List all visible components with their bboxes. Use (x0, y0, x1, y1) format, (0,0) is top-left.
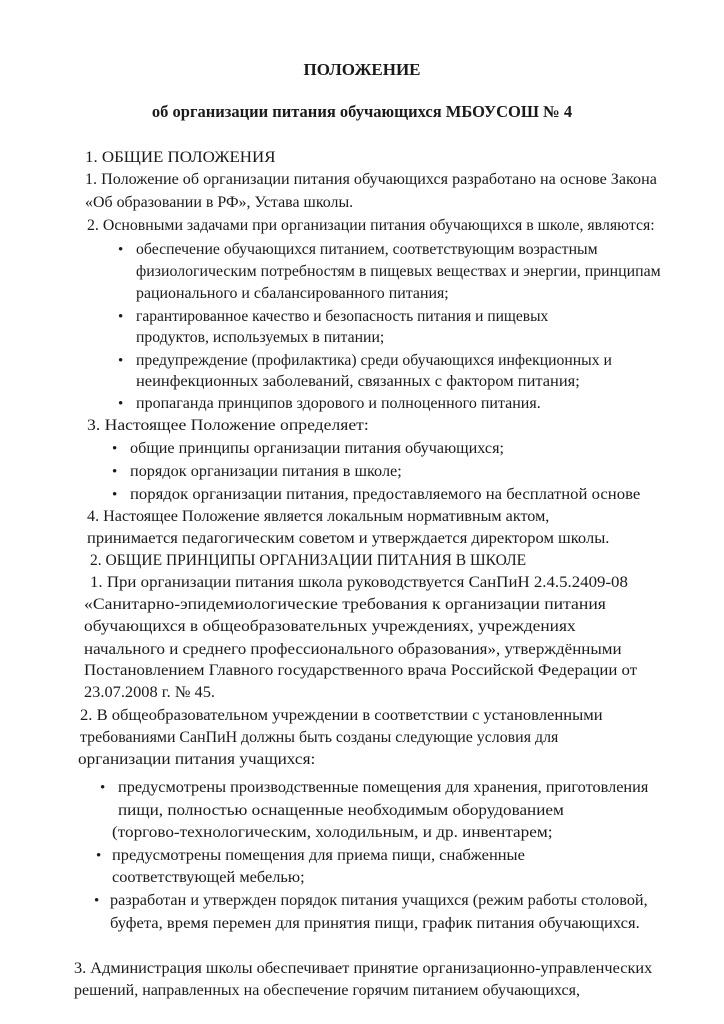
text-line: требованиями СанПиН должны быть созданы следующие условия для (80, 729, 559, 746)
text-line: 4. Настоящее Положение является локальным нормативным актом, (87, 508, 550, 525)
text-line: 3. Настоящее Положение определяет: (87, 417, 369, 434)
section-heading: 1. ОБЩИЕ ПОЛОЖЕНИЯ (85, 149, 276, 166)
text-line: начального и среднего профессионального образования», утверждёнными (84, 641, 622, 658)
text-line: организации питания учащихся: (78, 751, 316, 768)
text-line: неинфекционных заболеваний, связанных с фактором питания; (136, 373, 580, 390)
bullet-icon: • (100, 780, 106, 796)
list-item: разработан и утвержден порядок питания учащихся (режим работы столовой, (110, 892, 648, 909)
bullet-icon: • (112, 487, 118, 503)
list-item: пропаганда принципов здорового и полноценного питания. (136, 395, 541, 412)
text-line: рационального и сбалансированного питания; (136, 285, 449, 302)
list-item: гарантированное качество и безопасность питания и пищевых (136, 308, 549, 325)
bullet-icon: • (96, 848, 102, 864)
text-line: буфета, время перемен для принятия пищи, график питания обучающихся. (110, 915, 640, 932)
bullet-icon: • (112, 464, 118, 480)
list-item: предусмотрены помещения для приема пищи, снабженные (112, 847, 525, 864)
list-item: предусмотрены производственные помещения для хранения, приготовления (118, 779, 649, 796)
text-line: обучающихся в общеобразовательных учреждениях, учреждениях (84, 618, 576, 635)
text-line: продуктов, используемых в питании; (136, 329, 385, 346)
text-line: «Об образовании в РФ», Устава школы. (85, 194, 354, 211)
list-item: обеспечение обучающихся питанием, соответствующим возрастным (136, 241, 598, 258)
bullet-icon: • (118, 309, 124, 325)
text-line: 23.07.2008 г. № 45. (84, 684, 216, 701)
text-line: Постановлением Главного государственного врача Российской Федерации от (84, 662, 638, 679)
bullet-icon: • (118, 353, 124, 369)
document-subtitle: об организации питания обучающихся МБОУСОШ № 4 (151, 102, 573, 121)
text-line: «Санитарно-эпидемиологические требования к организации питания (84, 596, 606, 613)
text-line: 2. В общеобразовательном учреждении в соответствии с установленными (80, 707, 603, 724)
text-line: пищи, полностью оснащенные необходимым оборудованием (118, 802, 564, 819)
text-line: принимается педагогическим советом и утверждается директором школы. (87, 530, 610, 547)
bullet-icon: • (118, 396, 124, 412)
list-item: порядок организации питания в школе; (130, 463, 402, 480)
bullet-icon: • (118, 242, 124, 258)
text-line: 1. Положение об организации питания обучающихся разработано на основе Закона (85, 171, 657, 188)
text-line: (торгово-технологическим, холодильным, и др. инвентарем; (112, 824, 553, 841)
text-line: 1. При организации питания школа руководствуется СанПиН 2.4.5.2409-08 (90, 574, 628, 591)
list-item: предупреждение (профилактика) среди обучающихся инфекционных и (136, 352, 612, 369)
text-line: 3. Администрация школы обеспечивает принятие организационно-управленческих (74, 960, 653, 977)
text-line: соответствующей мебелью; (112, 869, 305, 886)
text-line: решений, направленных на обеспечение горячим питанием обучающихся, (74, 982, 581, 999)
text-line: 2. Основными задачами при организации питания обучающихся в школе, являются: (87, 217, 655, 234)
document-title: ПОЛОЖЕНИЕ (303, 60, 421, 79)
list-item: общие принципы организации питания обучающихся; (130, 440, 505, 457)
list-item: порядок организации питания, предоставляемого на бесплатной основе (130, 486, 641, 503)
text-line: физиологическим потребностям в пищевых веществах и энергии, принципам (136, 263, 661, 280)
bullet-icon: • (94, 893, 100, 909)
bullet-icon: • (112, 441, 118, 457)
section-heading: 2. ОБЩИЕ ПРИНЦИПЫ ОРГАНИЗАЦИИ ПИТАНИЯ В ШКОЛЕ (90, 552, 527, 569)
